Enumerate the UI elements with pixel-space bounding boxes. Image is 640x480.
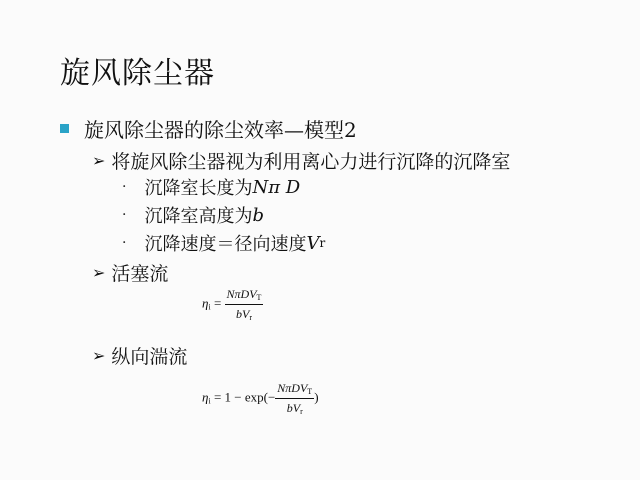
formula1-lhs-sub: i (208, 302, 211, 312)
dot-bullet-icon: · (122, 235, 127, 251)
detail-speed-var: V (306, 232, 320, 254)
formula1-lhs: η (202, 295, 209, 311)
detail-length (122, 176, 300, 198)
formula-mixing (202, 381, 319, 416)
formula2-lhs: η (202, 389, 209, 405)
formula2-numerator (275, 381, 314, 399)
detail-height (122, 204, 264, 226)
arrow-bullet-icon: ➢ (92, 262, 106, 282)
detail-height-var: b (252, 204, 264, 226)
formula1-num: NπDV (226, 287, 257, 301)
formula2-den-sub: r (300, 407, 303, 416)
formula1-numerator (225, 287, 264, 305)
formula1-den: bV (235, 307, 250, 321)
formula1-den-sub: r (249, 313, 252, 322)
arrow-bullet-icon: ➢ (92, 345, 106, 365)
detail-speed-text: 沉降速度＝径向速度 (144, 234, 307, 255)
formula2-num: NπDV (277, 381, 308, 395)
formula2-den: bV (286, 401, 301, 415)
formula1-denominator (236, 305, 252, 322)
dot-bullet-icon: · (122, 207, 127, 223)
sub-item-plug-flow-text: 活塞流 (111, 262, 169, 285)
sub-item-mixing (92, 343, 187, 367)
formula2-close: ) (314, 389, 319, 405)
detail-speed-sub: r (319, 236, 326, 250)
arrow-bullet-icon: ➢ (92, 150, 106, 170)
formula2-num-sub: T (307, 387, 313, 396)
formula2-lhs-sub: i (208, 396, 211, 406)
formula1-num-sub: T (256, 293, 262, 302)
sub-item-plug-flow (92, 260, 168, 284)
slide-title: 旋风除尘器 (60, 56, 215, 91)
formula2-eq: = 1 − exp(− (213, 389, 276, 405)
formula1-eq: = (213, 295, 222, 311)
square-bullet-icon (60, 124, 69, 133)
formula2-denominator (287, 399, 303, 416)
sub-item-consider (92, 148, 510, 172)
detail-length-var: Nπ D (252, 176, 301, 198)
formula-plug-flow (202, 287, 263, 322)
formula1-fraction (225, 287, 264, 322)
detail-speed (122, 232, 325, 254)
formula2-fraction (275, 381, 314, 416)
sub-item-mixing-text: 纵向湍流 (111, 345, 188, 368)
dot-bullet-icon: · (122, 179, 127, 195)
sub-item-consider-text: 将旋风除尘器视为利用离心力进行沉降的沉降室 (111, 150, 511, 173)
main-bullet (60, 117, 357, 142)
main-bullet-text: 旋风除尘器的除尘效率—模型2 (84, 117, 357, 142)
detail-height-text: 沉降室高度为 (144, 206, 253, 227)
detail-length-text: 沉降室长度为 (144, 178, 253, 199)
